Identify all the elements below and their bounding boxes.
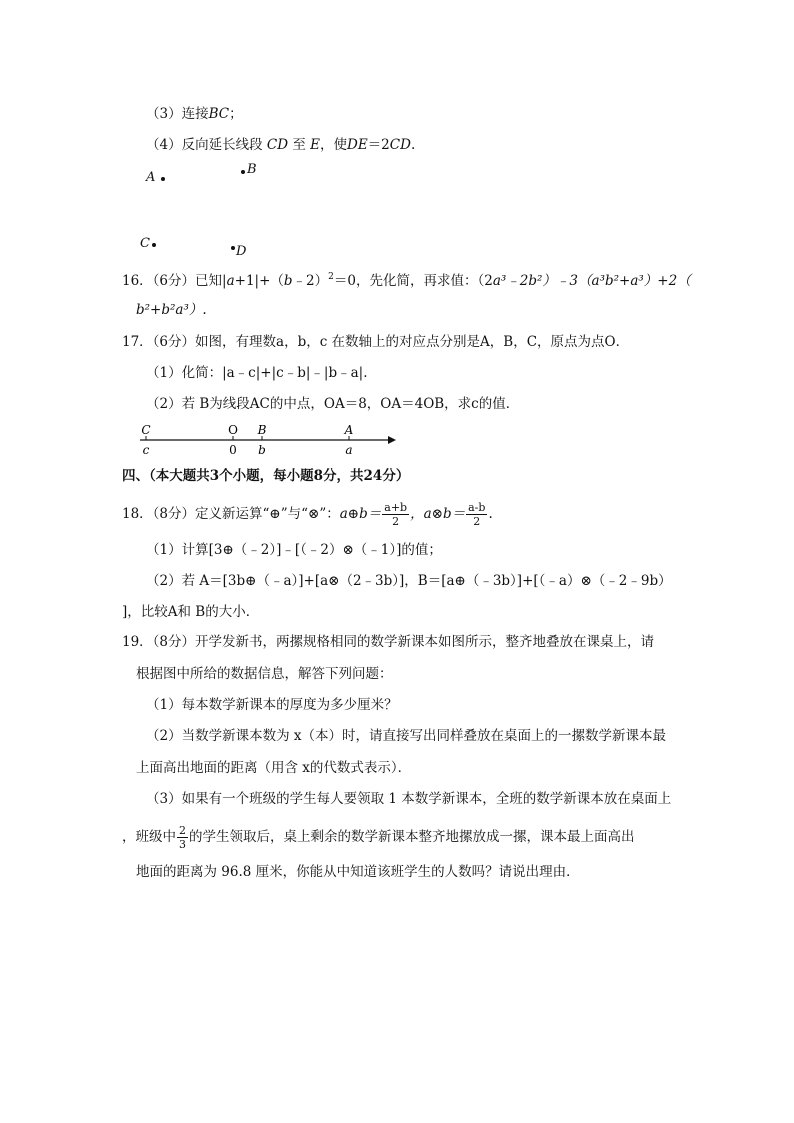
q19-part2-line2: 上面高出地面的距离（用含 x的代数式表示）． — [136, 760, 412, 776]
q19-line2: 根据图中所给的数据信息，解答下列问题： — [136, 666, 393, 682]
q19-part3-line3: 地面的距离为 96.8 厘米，你能从中知道该班学生的人数吗？请说出理由． — [136, 864, 580, 880]
number-line-arrow — [388, 436, 396, 444]
number-line-point-label: O — [228, 423, 238, 437]
number-line-point-label: A — [344, 423, 354, 437]
q17-part1: （1）化简：|a﹣c|+|c﹣b|﹣|b﹣a|. — [146, 365, 368, 381]
point-c-label: C — [140, 236, 150, 251]
number-line-point-label: C — [141, 423, 151, 437]
point-a-dot — [161, 177, 165, 181]
q18-part1: （1）计算[3⊕（﹣2）]﹣[（﹣2）⊗（﹣1）]的值； — [146, 542, 442, 558]
q16-line2: b²+b²a³）. — [136, 302, 207, 318]
number-line-point-label: B — [257, 423, 267, 437]
q17-part2: （2）若 B为线段AC的中点，OA＝8，OA＝4OB，求c的值． — [146, 396, 520, 412]
number-line-value-label: 0 — [229, 443, 237, 457]
point-b-label: B — [247, 162, 257, 177]
number-line — [140, 422, 400, 458]
q16-line1: 16．（6分）已知|a+1|+（b﹣2）$^2$＝0，先化简，再求值：（2a³﹣2b²）﹣3（a³b²+a³）+2（ — [122, 272, 691, 289]
number-line-value-label: c — [142, 443, 150, 457]
point-b-dot — [241, 170, 245, 174]
number-line-value-label: a — [345, 443, 353, 457]
number-line-value-label: b — [258, 443, 266, 457]
point-a-label: A — [146, 170, 156, 185]
q18-part2-line1: （2）若 A＝[3b⊕（﹣a）]+[a⊗（2﹣3b）]，B＝[a⊕（﹣3b）]+[（﹣a）⊗（﹣2﹣9b） — [146, 573, 672, 589]
section-4-title: 四、（本大题共3个小题，每小题8分，共24分） — [122, 468, 410, 484]
q19-part2-line1: （2）当数学新课本数为 x（本）时，请直接写出同样叠放在桌面上的一摞数学新课本最 — [146, 728, 666, 744]
step-3: （3）连接BC； — [146, 106, 243, 122]
q18-fraction-diff: $\frac{a-b}{2}$ — [468, 501, 486, 528]
q19-part1: （1）每本数学新课本的厚度为多少厘米？ — [146, 697, 398, 713]
q19-part3-line2: ，班级中 $\frac{2}{3}$ 的学生领取后，桌上剩余的数学新课本整齐地摞放成一摞，课本最上面高出 — [122, 824, 635, 851]
q18-fraction-sum: $\frac{a+b}{2}$ — [384, 501, 408, 528]
q17-stem: 17．（6分）如图，有理数a，b，c 在数轴上的对应点分别是A，B，C，原点为点O． — [122, 334, 630, 350]
q19-line1: 19．（8分）开学发新书，两摞规格相同的数学新课本如图所示，整齐地叠放在课桌上，请 — [122, 634, 655, 650]
step-4: （4）反向延长线段 CD 至 E，使DE＝2CD. — [146, 137, 416, 153]
q19-part3-line1: （3）如果有一个班级的学生每人要领取 1 本数学新课本，全班的数学新课本放在桌面上 — [146, 791, 672, 807]
point-d-dot — [231, 246, 235, 250]
q19-fraction-two-thirds: $\frac{2}{3}$ — [179, 824, 186, 851]
point-d-label: D — [236, 244, 247, 259]
q18-stem: 18．（8分）定义新运算“⊕”与“⊗”：a⊕b＝ $\frac{a+b}{2}$ ，a⊗b＝ $\frac{a-b}{2}$ . — [122, 501, 493, 528]
q18-part2-line2: ]，比较A和 B的大小． — [122, 604, 260, 620]
point-c-dot — [152, 243, 156, 247]
